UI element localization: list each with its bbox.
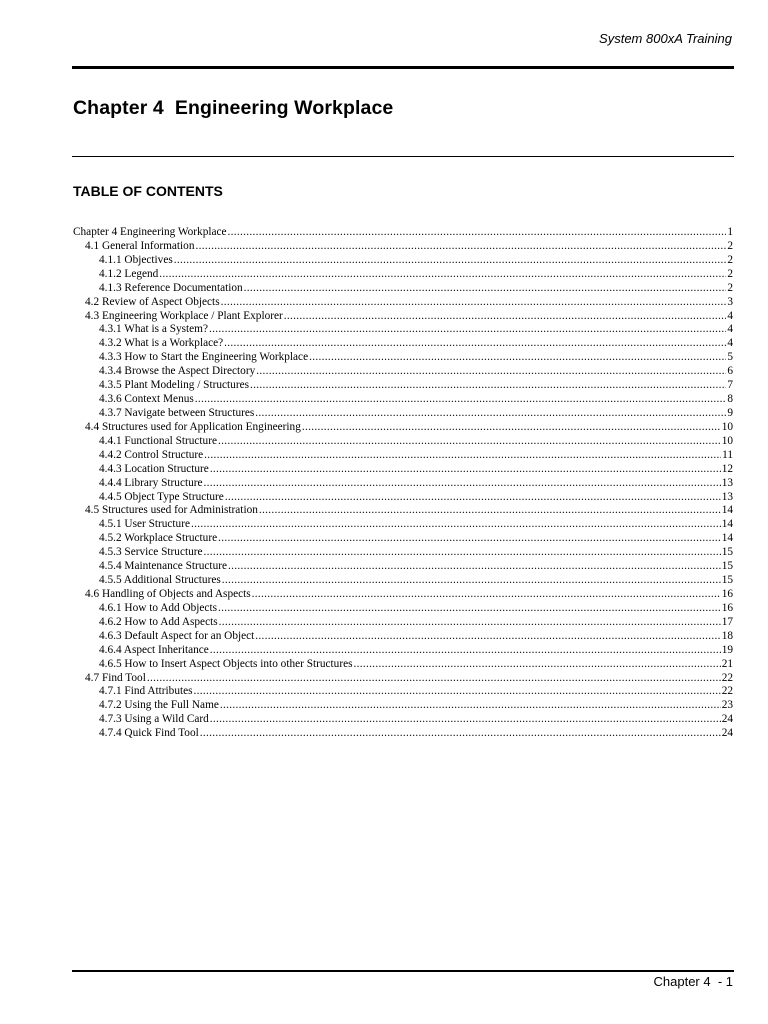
toc-entry[interactable]: [73, 393, 733, 407]
toc-entry-label[interactable]: 4.3.7 Navigate between Structures: [99, 406, 255, 419]
toc-entry-page-number: 24: [721, 713, 733, 726]
toc-entry-label[interactable]: 4.4 Structures used for Application Engineering: [85, 420, 301, 433]
toc-entry-label[interactable]: 4.7 Find Tool: [85, 671, 146, 684]
toc-entry[interactable]: [73, 296, 733, 310]
toc-dot-leader: [204, 449, 721, 463]
toc-entry-page-number: 2: [727, 253, 733, 266]
toc-entry-label[interactable]: 4.6.2 How to Add Aspects: [99, 615, 218, 628]
toc-entry-page-number: 9: [727, 406, 733, 419]
toc-entry-label[interactable]: 4.6.1 How to Add Objects: [99, 601, 217, 614]
toc-entry-label[interactable]: 4.4.5 Object Type Structure: [99, 490, 224, 503]
toc-entry-page-number: 19: [721, 643, 733, 656]
toc-entry-label[interactable]: 4.5.3 Service Structure: [99, 546, 203, 559]
toc-entry[interactable]: [73, 588, 733, 602]
toc-entry-label[interactable]: 4.7.4 Quick Find Tool: [99, 727, 199, 740]
toc-entry[interactable]: [73, 379, 733, 393]
toc-dot-leader: [210, 463, 721, 477]
toc-entry[interactable]: [73, 644, 733, 658]
toc-entry-page-number: 18: [721, 629, 733, 642]
toc-entry[interactable]: [73, 602, 733, 616]
toc-dot-leader: [220, 699, 721, 713]
toc-entry-page-number: 14: [721, 518, 733, 531]
toc-dot-leader: [224, 337, 726, 351]
toc-entry[interactable]: [73, 268, 733, 282]
toc-dot-leader: [209, 323, 726, 337]
toc-entry-label[interactable]: 4.5 Structures used for Administration: [85, 504, 258, 517]
toc-entry-page-number: 16: [721, 601, 733, 614]
toc-entry-page-number: 3: [727, 295, 733, 308]
toc-dot-leader: [218, 532, 721, 546]
toc-entry-label[interactable]: 4.6.5 How to Insert Aspect Objects into other Structures: [99, 657, 353, 670]
toc-dot-leader: [210, 644, 721, 658]
toc-dot-leader: [284, 310, 727, 324]
toc-entry[interactable]: [73, 504, 733, 518]
toc-entry[interactable]: [73, 351, 733, 365]
toc-entry-page-number: 15: [721, 546, 733, 559]
toc-entry-page-number: 4: [727, 337, 733, 350]
toc-entry-label[interactable]: 4.2 Review of Aspect Objects: [85, 295, 220, 308]
running-header: System 800xA Training: [599, 31, 732, 46]
toc-entry-page-number: 15: [721, 574, 733, 587]
toc-entry-label[interactable]: 4.3.1 What is a System?: [99, 323, 208, 336]
toc-entry-page-number: 8: [727, 393, 733, 406]
toc-entry[interactable]: [73, 713, 733, 727]
toc-entry-page-number: 22: [721, 671, 733, 684]
toc-dot-leader: [159, 268, 726, 282]
toc-entry[interactable]: [73, 421, 733, 435]
toc-dot-leader: [228, 226, 727, 240]
toc-entry[interactable]: [73, 435, 733, 449]
toc-dot-leader: [252, 588, 721, 602]
toc-entry-label[interactable]: 4.6.4 Aspect Inheritance: [99, 643, 209, 656]
toc-dot-leader: [219, 616, 721, 630]
toc-dot-leader: [194, 685, 721, 699]
toc-entry-page-number: 12: [721, 462, 733, 475]
toc-dot-leader: [204, 477, 721, 491]
toc-entry[interactable]: [73, 574, 733, 588]
toc-dot-leader: [225, 491, 721, 505]
toc-entry-label[interactable]: 4.3.3 How to Start the Engineering Workplace: [99, 351, 309, 364]
toc-entry[interactable]: [73, 226, 733, 240]
page-number: Chapter 4 - 1: [653, 974, 733, 989]
chapter-rule: [72, 156, 734, 157]
toc-entry[interactable]: [73, 240, 733, 254]
toc-entry-page-number: 10: [721, 420, 733, 433]
toc-entry-page-number: 4: [727, 323, 733, 336]
toc-entry-page-number: 14: [721, 532, 733, 545]
toc-entry-page-number: 13: [721, 476, 733, 489]
toc-entry-page-number: 23: [721, 699, 733, 712]
toc-dot-leader: [147, 672, 721, 686]
toc-dot-leader: [354, 658, 721, 672]
toc-entry-page-number: 15: [721, 560, 733, 573]
toc-entry-label[interactable]: Chapter 4 Engineering Workplace: [73, 226, 227, 238]
toc-entry[interactable]: [73, 546, 733, 560]
toc-entry[interactable]: [73, 463, 733, 477]
toc-entry[interactable]: [73, 685, 733, 699]
toc-entry-page-number: 2: [727, 239, 733, 252]
toc-entry-label[interactable]: 4.5.5 Additional Structures: [99, 574, 221, 587]
toc-entry-page-number: 22: [721, 685, 733, 698]
toc-entry[interactable]: [73, 672, 733, 686]
toc-entry-page-number: 5: [727, 351, 733, 364]
toc-entry-page-number: 16: [721, 587, 733, 600]
footer-rule: [72, 970, 734, 972]
toc-entry-label[interactable]: 4.4.4 Library Structure: [99, 476, 203, 489]
toc-dot-leader: [218, 435, 721, 449]
toc-entry-page-number: 10: [721, 434, 733, 447]
toc-entry-label[interactable]: 4.5.4 Maintenance Structure: [99, 560, 227, 573]
toc-heading: TABLE OF CONTENTS: [73, 183, 223, 199]
table-of-contents: [73, 226, 733, 741]
toc-entry-label[interactable]: 4.3.4 Browse the Aspect Directory: [99, 365, 256, 378]
toc-dot-leader: [195, 240, 726, 254]
toc-entry-page-number: 6: [727, 365, 733, 378]
toc-entry[interactable]: [73, 616, 733, 630]
toc-entry-label[interactable]: 4.6.3 Default Aspect for an Object: [99, 629, 255, 642]
toc-dot-leader: [259, 504, 721, 518]
toc-dot-leader: [210, 713, 721, 727]
toc-entry-label[interactable]: 4.1.2 Legend: [99, 267, 159, 280]
toc-entry[interactable]: [73, 727, 733, 741]
header-rule: [72, 66, 734, 69]
toc-entry[interactable]: [73, 658, 733, 672]
toc-entry-page-number: 13: [721, 490, 733, 503]
toc-entry[interactable]: [73, 630, 733, 644]
toc-entry-label[interactable]: 4.7.1 Find Attributes: [99, 685, 193, 698]
toc-entry-label[interactable]: 4.4.1 Functional Structure: [99, 434, 217, 447]
toc-entry-label[interactable]: 4.4.2 Control Structure: [99, 448, 204, 461]
toc-entry[interactable]: [73, 449, 733, 463]
toc-entry-page-number: 2: [727, 267, 733, 280]
toc-dot-leader: [228, 560, 721, 574]
toc-dot-leader: [174, 254, 727, 268]
toc-entry-label[interactable]: 4.3.5 Plant Modeling / Structures: [99, 379, 249, 392]
toc-dot-leader: [204, 546, 721, 560]
toc-entry[interactable]: [73, 491, 733, 505]
toc-entry-page-number: 2: [727, 281, 733, 294]
toc-dot-leader: [255, 407, 726, 421]
toc-dot-leader: [302, 421, 721, 435]
toc-entry-label[interactable]: 4.1.1 Objectives: [99, 253, 173, 266]
toc-dot-leader: [250, 379, 726, 393]
toc-entry-page-number: 11: [722, 448, 733, 461]
toc-entry[interactable]: [73, 518, 733, 532]
toc-dot-leader: [222, 574, 721, 588]
toc-entry-label[interactable]: 4.3.2 What is a Workplace?: [99, 337, 224, 350]
toc-entry[interactable]: [73, 407, 733, 421]
toc-entry[interactable]: [73, 532, 733, 546]
toc-entry-label[interactable]: 4.7.3 Using a Wild Card: [99, 713, 209, 726]
toc-entry-page-number: 4: [727, 309, 733, 322]
toc-entry-label[interactable]: 4.7.2 Using the Full Name: [99, 699, 219, 712]
toc-entry-label[interactable]: 4.3 Engineering Workplace / Plant Explorer: [85, 309, 283, 322]
toc-entry-page-number: 24: [721, 727, 733, 740]
toc-entry-label[interactable]: 4.5.2 Workplace Structure: [99, 532, 218, 545]
toc-entry[interactable]: [73, 699, 733, 713]
toc-dot-leader: [191, 518, 721, 532]
toc-entry[interactable]: [73, 477, 733, 491]
toc-dot-leader: [195, 393, 727, 407]
toc-dot-leader: [255, 630, 720, 644]
chapter-heading: Chapter 4 Engineering Workplace: [73, 97, 394, 119]
toc-entry[interactable]: [73, 560, 733, 574]
toc-entry-label[interactable]: 4.1 General Information: [85, 239, 195, 252]
toc-entry-page-number: 7: [727, 379, 733, 392]
toc-dot-leader: [309, 351, 726, 365]
toc-dot-leader: [218, 602, 721, 616]
toc-dot-leader: [221, 296, 727, 310]
toc-entry-page-number: 21: [721, 657, 733, 670]
toc-entry-page-number: 14: [721, 504, 733, 517]
toc-entry[interactable]: [73, 365, 733, 379]
toc-entry[interactable]: [73, 254, 733, 268]
toc-entry-label[interactable]: 4.6 Handling of Objects and Aspects: [85, 587, 251, 600]
toc-entry-label[interactable]: 4.1.3 Reference Documentation: [99, 281, 243, 294]
toc-entry-page-number: 1: [727, 226, 733, 238]
toc-entry-label[interactable]: 4.5.1 User Structure: [99, 518, 190, 531]
toc-entry[interactable]: [73, 310, 733, 324]
toc-entry[interactable]: [73, 323, 733, 337]
toc-dot-leader: [256, 365, 726, 379]
toc-entry-label[interactable]: 4.3.6 Context Menus: [99, 393, 194, 406]
toc-entry-page-number: 17: [721, 615, 733, 628]
toc-dot-leader: [244, 282, 727, 296]
toc-entry-label[interactable]: 4.4.3 Location Structure: [99, 462, 209, 475]
toc-dot-leader: [200, 727, 721, 741]
toc-entry[interactable]: [73, 337, 733, 351]
toc-entry[interactable]: [73, 282, 733, 296]
